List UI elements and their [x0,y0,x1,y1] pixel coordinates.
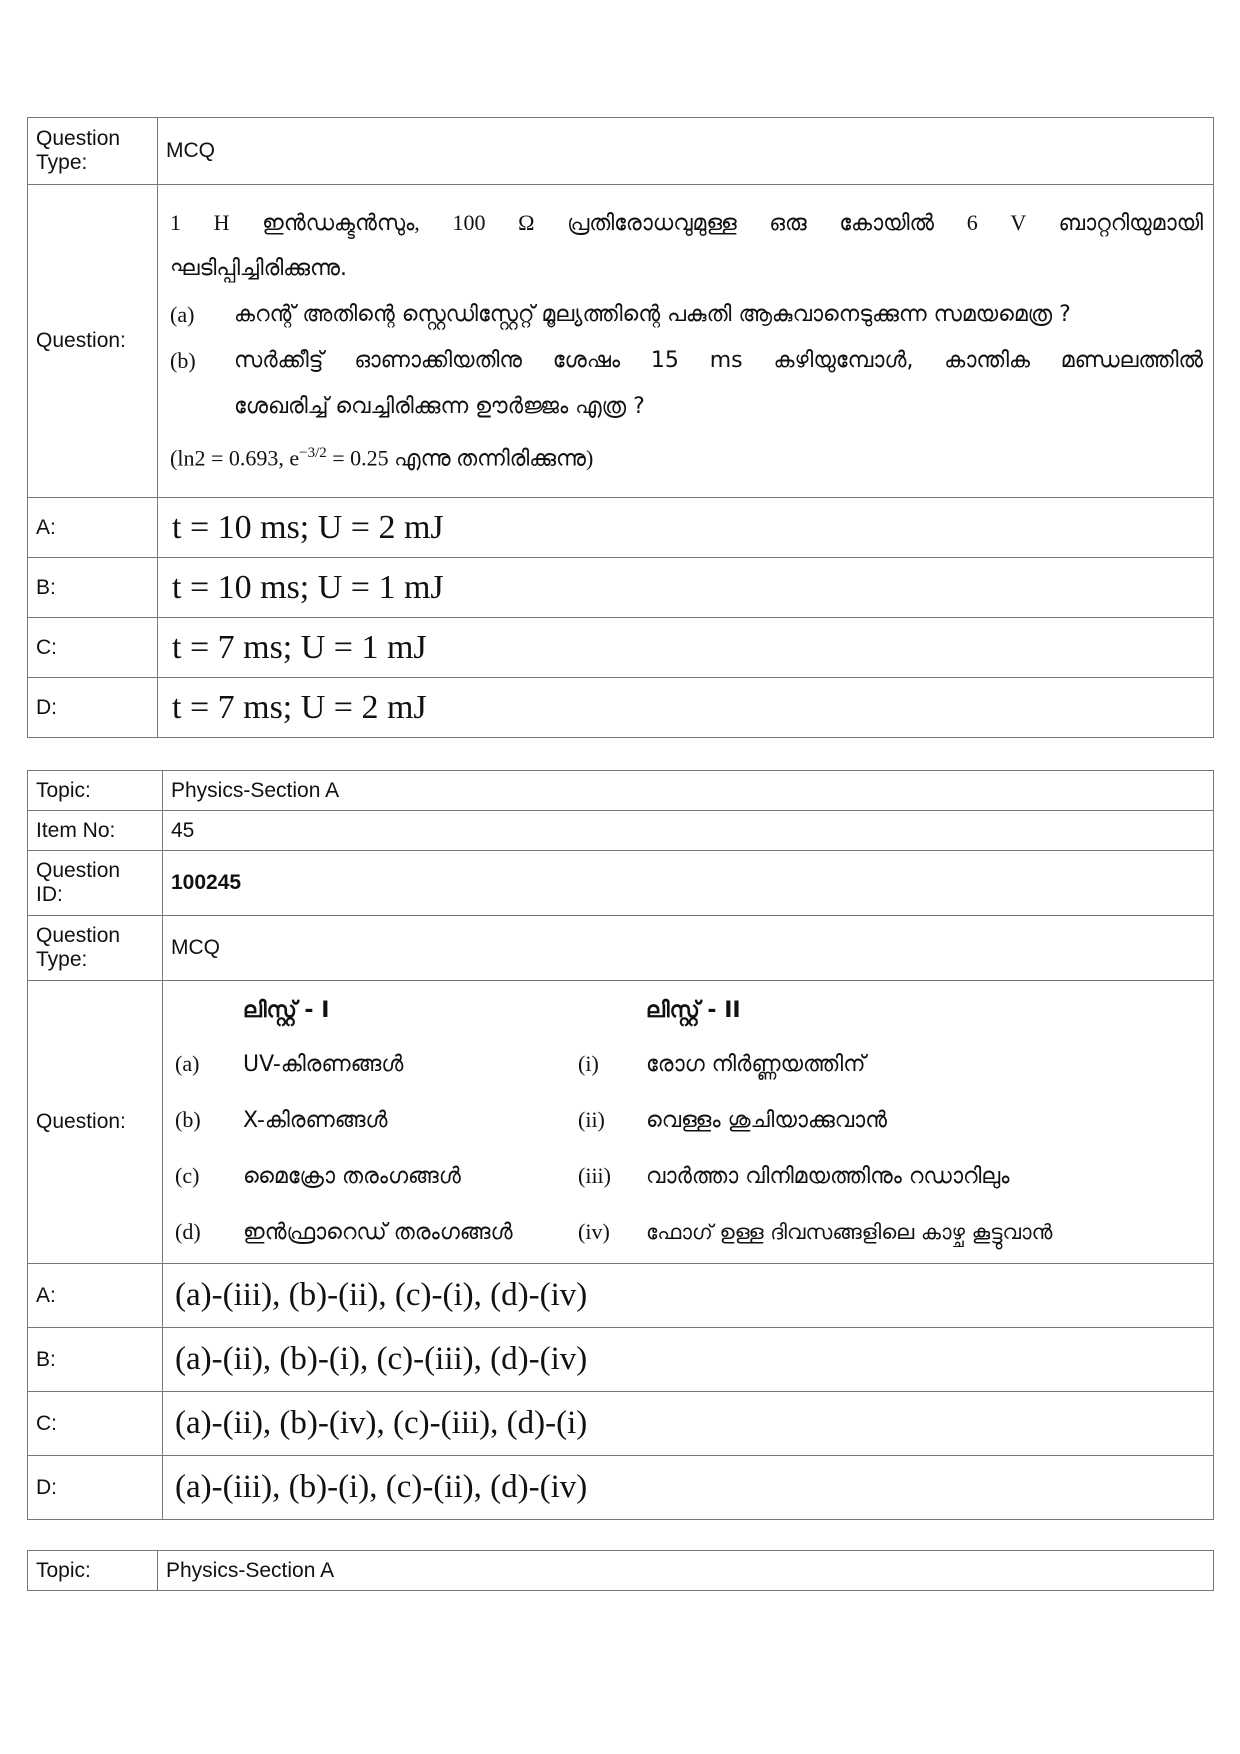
question-type-row [28,118,1214,185]
match-header-row [163,984,1213,1036]
given-prefix: (ln2 = 0.693, e [170,445,300,471]
topic-label: Topic: [28,771,163,811]
question-type-value: MCQ [163,916,1214,981]
list2-key: (i) [578,1051,599,1076]
list2-title: ലിസ്റ്റ് - II [646,997,741,1023]
match-row-d [163,1204,1213,1260]
item-no-label: Item No: [28,811,163,851]
option-b-text: (a)-(ii), (b)-(i), (c)-(iii), (d)-(iv) [163,1328,1214,1392]
option-row-b [28,1328,1214,1392]
question-id-row [28,851,1214,916]
option-d-label: D: [28,678,158,738]
list1-key: (c) [175,1163,200,1188]
question-card-1 [27,117,1214,738]
topic-row [28,1551,1214,1591]
list2-item: വെള്ളം ശുചിയാക്കുവാൻ [646,1107,888,1133]
option-c-label: C: [28,618,158,678]
list2-item: ഫോഗ് ഉള്ള ദിവസങ്ങളിലെ കാഴ്ച കൂട്ടുവാൻ [646,1219,1053,1244]
option-b-label: B: [28,558,158,618]
match-row-a [163,1036,1213,1092]
option-b-text: t = 10 ms; U = 1 mJ [158,558,1214,618]
list1-key: (b) [175,1107,201,1132]
option-row-d [28,1456,1214,1520]
list2-key: (ii) [578,1107,605,1132]
question-type-label: Question Type: [28,916,163,981]
topic-value: Physics-Section A [163,771,1214,811]
list1-item: UV-കിരണങ്ങൾ [243,1051,404,1077]
question-card-2 [27,770,1214,1520]
question-type-value: MCQ [158,118,1214,185]
question-stem-line2: ഘടിപ്പിച്ചിരിക്കുന്നു. [170,256,347,282]
question-body [158,185,1214,498]
question-label: Question: [28,185,158,498]
option-a-text: t = 10 ms; U = 2 mJ [158,498,1214,558]
option-d-text: (a)-(iii), (b)-(i), (c)-(ii), (d)-(iv) [163,1456,1214,1520]
item-no-row [28,811,1214,851]
match-table [163,984,1213,1260]
topic-label: Topic: [28,1551,158,1591]
list1-item: X-കിരണങ്ങൾ [243,1107,388,1133]
option-row-c [28,1392,1214,1456]
part-a-text: കറന്റ് അതിന്റെ സ്റ്റെഡിസ്റ്റേറ്റ് മൂല്യത്തിന്റെ പകുതി ആകുവാനെടുക്കുന്ന സമയമെത്ര ? [234,302,1071,328]
option-row-a [28,1264,1214,1328]
list2-key: (iv) [578,1219,610,1244]
question-stem-line1: 1 H ഇൻഡക്ടൻസും, 100 Ω പ്രതിരോധവുമുള്ള ഒരു കോയിൽ 6 V ബാറ്ററിയുമായി [170,210,1203,236]
option-a-label: A: [28,1264,163,1328]
question-body [163,981,1214,1264]
option-b-label: B: [28,1328,163,1392]
list1-item: മൈക്രോ തരംഗങ്ങൾ [243,1163,461,1189]
option-d-text: t = 7 ms; U = 2 mJ [158,678,1214,738]
part-a-marker: (a) [170,302,195,328]
given-suffix: = 0.25 എന്നു തന്നിരിക്കുന്നു) [326,445,594,471]
list2-item: വാർത്താ വിനിമയത്തിനും റഡാറിലും [646,1163,1010,1189]
list1-key: (a) [175,1051,200,1076]
question-row [28,981,1214,1264]
match-row-c [163,1148,1213,1204]
option-a-label: A: [28,498,158,558]
part-b-text-line2: ശേഖരിച്ച് വെച്ചിരിക്കുന്ന ഊർജ്ജം എത്ര ? [234,394,645,420]
list1-key: (d) [175,1219,201,1244]
option-row-c [28,618,1214,678]
question-type-row [28,916,1214,981]
list1-title: ലിസ്റ്റ് - I [243,997,330,1023]
list2-key: (iii) [578,1163,611,1188]
question-id-label: Question ID: [28,851,163,916]
question-type-label: Question Type: [28,118,158,185]
list1-item: ഇൻഫ്രാറെഡ് തരംഗങ്ങൾ [243,1219,513,1245]
question-row [28,185,1214,498]
option-c-label: C: [28,1392,163,1456]
option-c-text: t = 7 ms; U = 1 mJ [158,618,1214,678]
given-values [170,430,1203,481]
question-card-3 [27,1550,1214,1591]
topic-row [28,771,1214,811]
given-exponent: −3/2 [299,445,327,462]
topic-value: Physics-Section A [158,1551,1214,1591]
option-row-b [28,558,1214,618]
option-row-d [28,678,1214,738]
option-c-text: (a)-(ii), (b)-(iv), (c)-(iii), (d)-(i) [163,1392,1214,1456]
part-b-marker: (b) [170,348,196,374]
option-a-text: (a)-(iii), (b)-(ii), (c)-(i), (d)-(iv) [163,1264,1214,1328]
list2-item: രോഗ നിർണ്ണയത്തിന് [646,1051,866,1077]
part-b-text-line1: സർക്കീട്ട് ഓണാക്കിയതിനു ശേഷം 15 ms കഴിയുമ്പോൾ, കാന്തിക മണ്ഡലത്തിൽ [234,348,1203,374]
option-row-a [28,498,1214,558]
question-id-value: 100245 [163,851,1214,916]
question-label: Question: [28,981,163,1264]
match-row-b [163,1092,1213,1148]
item-no-value: 45 [163,811,1214,851]
option-d-label: D: [28,1456,163,1520]
